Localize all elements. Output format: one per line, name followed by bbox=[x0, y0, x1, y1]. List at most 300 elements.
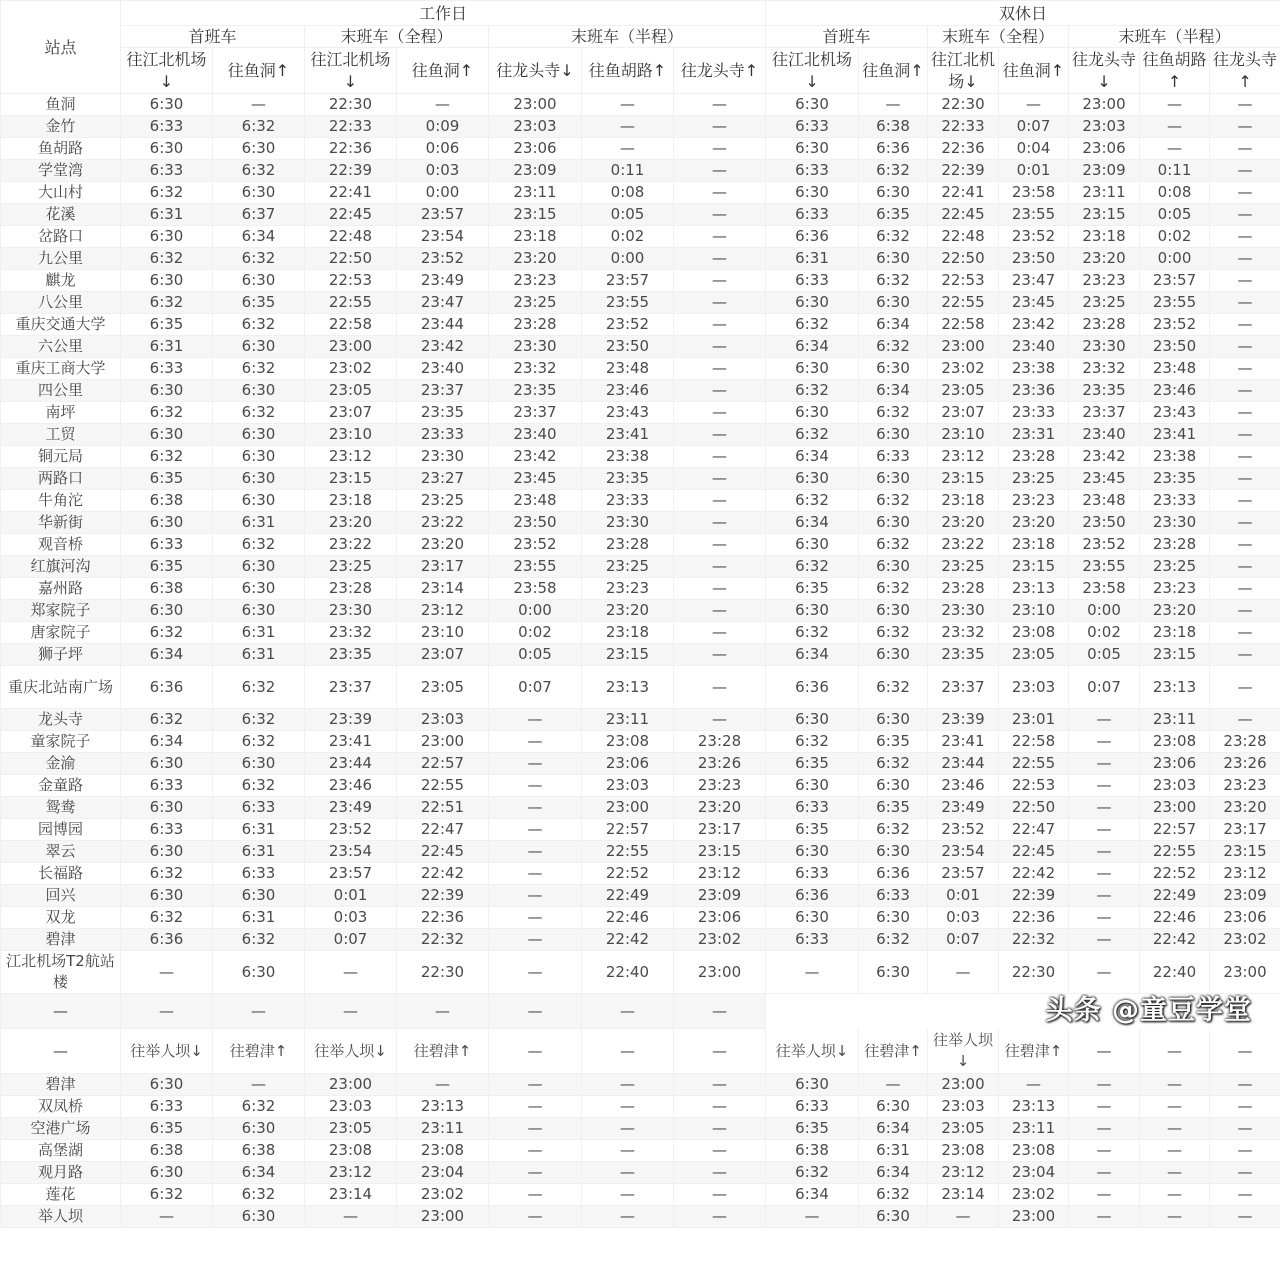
time-cell: — bbox=[674, 204, 766, 226]
time-cell: — bbox=[1069, 1074, 1140, 1096]
time-cell: — bbox=[999, 94, 1069, 116]
time-cell: 23:15 bbox=[1140, 644, 1210, 666]
time-cell: 23:13 bbox=[999, 578, 1069, 600]
time-cell: 6:33 bbox=[121, 775, 213, 797]
time-cell: 23:25 bbox=[305, 556, 397, 578]
time-cell: — bbox=[121, 951, 213, 994]
time-cell: 23:45 bbox=[489, 468, 582, 490]
time-cell: 6:32 bbox=[859, 819, 928, 841]
time-cell: 23:38 bbox=[999, 358, 1069, 380]
time-cell: 23:20 bbox=[582, 600, 674, 622]
time-cell: 23:14 bbox=[928, 1184, 999, 1206]
time-cell: 23:45 bbox=[1069, 468, 1140, 490]
time-cell: 23:37 bbox=[397, 380, 489, 402]
time-cell: — bbox=[489, 1029, 582, 1074]
time-cell: 23:35 bbox=[305, 644, 397, 666]
time-cell: 23:20 bbox=[674, 797, 766, 819]
table-row bbox=[1, 1096, 1280, 1118]
table-row bbox=[1, 270, 1280, 292]
time-cell: 23:00 bbox=[397, 731, 489, 753]
time-cell: 23:05 bbox=[928, 1118, 999, 1140]
time-cell: 23:28 bbox=[1210, 731, 1280, 753]
time-cell: 22:49 bbox=[1140, 885, 1210, 907]
time-cell: — bbox=[1210, 314, 1280, 336]
time-cell: 6:31 bbox=[213, 644, 305, 666]
time-cell: 23:18 bbox=[489, 226, 582, 248]
time-cell: 6:30 bbox=[121, 512, 213, 534]
time-cell: — bbox=[489, 1140, 582, 1162]
time-cell: 6:32 bbox=[213, 709, 305, 731]
time-cell: 往碧津↑ bbox=[213, 1029, 305, 1074]
time-cell: 23:17 bbox=[1210, 819, 1280, 841]
time-cell: — bbox=[1210, 380, 1280, 402]
station-name: 观月路 bbox=[1, 1162, 121, 1184]
station-name: 鸳鸯 bbox=[1, 797, 121, 819]
time-cell: 23:18 bbox=[999, 534, 1069, 556]
time-cell: 6:30 bbox=[766, 709, 859, 731]
time-cell: 23:01 bbox=[999, 709, 1069, 731]
time-cell: 23:22 bbox=[305, 534, 397, 556]
time-cell: 6:30 bbox=[766, 468, 859, 490]
time-cell: 23:23 bbox=[1140, 578, 1210, 600]
table-row bbox=[1, 534, 1280, 556]
time-cell: 6:33 bbox=[213, 863, 305, 885]
time-cell: 23:52 bbox=[489, 534, 582, 556]
time-cell: — bbox=[1210, 512, 1280, 534]
time-cell: 6:30 bbox=[213, 380, 305, 402]
time-cell: — bbox=[1210, 468, 1280, 490]
time-cell: 23:23 bbox=[999, 490, 1069, 512]
time-cell: — bbox=[582, 1184, 674, 1206]
workday-header: 工作日 bbox=[121, 1, 766, 26]
time-cell: — bbox=[1210, 94, 1280, 116]
time-cell: 23:00 bbox=[674, 951, 766, 994]
station-name: 麒龙 bbox=[1, 270, 121, 292]
time-cell: — bbox=[1140, 1029, 1210, 1074]
station-name: 童家院子 bbox=[1, 731, 121, 753]
time-cell: — bbox=[1069, 1029, 1140, 1074]
time-cell: — bbox=[1069, 731, 1140, 753]
time-cell: 往碧津↑ bbox=[397, 1029, 489, 1074]
time-cell: 23:32 bbox=[489, 358, 582, 380]
we-last-half-header: 末班车（半程） bbox=[1069, 26, 1280, 48]
time-cell: 23:46 bbox=[1140, 380, 1210, 402]
time-cell: — bbox=[1210, 578, 1280, 600]
time-cell: 6:38 bbox=[121, 490, 213, 512]
time-cell: 6:30 bbox=[859, 292, 928, 314]
time-cell: 0:02 bbox=[1140, 226, 1210, 248]
time-cell: 0:01 bbox=[928, 885, 999, 907]
time-cell: 23:02 bbox=[1210, 929, 1280, 951]
time-cell: — bbox=[1210, 402, 1280, 424]
time-cell: 6:32 bbox=[121, 182, 213, 204]
time-cell: — bbox=[1210, 248, 1280, 270]
time-cell: 6:30 bbox=[766, 358, 859, 380]
time-cell: 23:28 bbox=[1069, 314, 1140, 336]
time-cell: 23:25 bbox=[1140, 556, 1210, 578]
time-cell: 22:47 bbox=[999, 819, 1069, 841]
time-cell: — bbox=[582, 1162, 674, 1184]
time-cell: — bbox=[674, 160, 766, 182]
time-cell: 6:31 bbox=[766, 248, 859, 270]
time-cell: 23:20 bbox=[928, 512, 999, 534]
time-cell: — bbox=[1069, 1206, 1140, 1228]
table-row bbox=[1, 94, 1280, 116]
time-cell: 6:30 bbox=[859, 709, 928, 731]
time-cell: 23:20 bbox=[397, 534, 489, 556]
time-cell: 23:12 bbox=[928, 446, 999, 468]
wd-direction-header: 往鱼洞↑ bbox=[397, 48, 489, 94]
time-cell: 23:36 bbox=[999, 380, 1069, 402]
table-row bbox=[1, 600, 1280, 622]
station-name: 花溪 bbox=[1, 204, 121, 226]
time-cell: 0:03 bbox=[928, 907, 999, 929]
time-cell: — bbox=[489, 775, 582, 797]
table-row bbox=[1, 1074, 1280, 1096]
time-cell: 23:00 bbox=[397, 1206, 489, 1228]
time-cell: — bbox=[489, 951, 582, 994]
time-cell: 22:32 bbox=[999, 929, 1069, 951]
time-cell: 6:30 bbox=[859, 512, 928, 534]
table-row bbox=[1, 160, 1280, 182]
time-cell: — bbox=[674, 994, 766, 1029]
we-direction-header: 往龙头寺↓ bbox=[1069, 48, 1140, 94]
time-cell: 6:32 bbox=[213, 116, 305, 138]
time-cell: 23:20 bbox=[489, 248, 582, 270]
time-cell: — bbox=[397, 994, 489, 1029]
time-cell: 23:57 bbox=[928, 863, 999, 885]
time-cell: 6:35 bbox=[859, 731, 928, 753]
time-cell: — bbox=[489, 885, 582, 907]
time-cell: 23:58 bbox=[489, 578, 582, 600]
time-cell: 6:35 bbox=[766, 753, 859, 775]
time-cell: 6:32 bbox=[859, 490, 928, 512]
time-cell: 23:46 bbox=[928, 775, 999, 797]
time-cell: 6:34 bbox=[766, 446, 859, 468]
time-cell: — bbox=[674, 182, 766, 204]
time-cell: 23:28 bbox=[674, 731, 766, 753]
time-cell: 23:48 bbox=[582, 358, 674, 380]
time-cell: 23:08 bbox=[1140, 731, 1210, 753]
wd-last-full-header: 末班车（全程） bbox=[305, 26, 489, 48]
time-cell: 6:32 bbox=[859, 534, 928, 556]
time-cell: 6:32 bbox=[859, 336, 928, 358]
time-cell: 23:25 bbox=[489, 292, 582, 314]
time-cell: 22:55 bbox=[928, 292, 999, 314]
time-cell: 22:58 bbox=[999, 731, 1069, 753]
time-cell: — bbox=[674, 292, 766, 314]
time-cell: 6:31 bbox=[213, 819, 305, 841]
time-cell: 6:33 bbox=[766, 929, 859, 951]
time-cell: — bbox=[582, 138, 674, 160]
time-cell: 23:18 bbox=[305, 490, 397, 512]
time-cell: 22:41 bbox=[305, 182, 397, 204]
time-cell: 23:06 bbox=[582, 753, 674, 775]
time-cell: 6:31 bbox=[121, 336, 213, 358]
time-cell: — bbox=[674, 1096, 766, 1118]
station-name: 举人坝 bbox=[1, 1206, 121, 1228]
time-cell: 23:05 bbox=[305, 1118, 397, 1140]
time-cell: 6:33 bbox=[766, 863, 859, 885]
time-cell: 23:09 bbox=[1069, 160, 1140, 182]
time-cell: 6:36 bbox=[766, 666, 859, 709]
time-cell: — bbox=[766, 951, 859, 994]
time-cell: 6:32 bbox=[859, 402, 928, 424]
time-cell: 23:50 bbox=[489, 512, 582, 534]
time-cell: 6:35 bbox=[121, 1118, 213, 1140]
time-cell: 6:33 bbox=[121, 1096, 213, 1118]
time-cell: 6:30 bbox=[766, 94, 859, 116]
time-cell: 往举人坝↓ bbox=[121, 1029, 213, 1074]
time-cell: 0:07 bbox=[305, 929, 397, 951]
time-cell: 22:53 bbox=[928, 270, 999, 292]
time-cell: 23:22 bbox=[928, 534, 999, 556]
time-cell: 22:42 bbox=[1140, 929, 1210, 951]
time-cell: 6:30 bbox=[859, 600, 928, 622]
time-cell: 23:32 bbox=[928, 622, 999, 644]
time-cell: 23:30 bbox=[1069, 336, 1140, 358]
time-cell: 23:44 bbox=[305, 753, 397, 775]
table-row bbox=[1, 1162, 1280, 1184]
time-cell: 23:38 bbox=[582, 446, 674, 468]
time-cell: — bbox=[1069, 753, 1140, 775]
station-name: 回兴 bbox=[1, 885, 121, 907]
station-name: 园博园 bbox=[1, 819, 121, 841]
time-cell: 23:52 bbox=[999, 226, 1069, 248]
time-cell: 6:35 bbox=[766, 1118, 859, 1140]
time-cell: — bbox=[1069, 1118, 1140, 1140]
time-cell: 23:17 bbox=[674, 819, 766, 841]
time-cell: 23:08 bbox=[305, 1140, 397, 1162]
time-cell: 6:35 bbox=[121, 468, 213, 490]
time-cell: 23:41 bbox=[582, 424, 674, 446]
station-name: 翠云 bbox=[1, 841, 121, 863]
station-name: 学堂湾 bbox=[1, 160, 121, 182]
time-cell: 6:32 bbox=[859, 1184, 928, 1206]
time-cell: — bbox=[582, 116, 674, 138]
time-cell: — bbox=[1069, 929, 1140, 951]
time-cell: 6:35 bbox=[121, 556, 213, 578]
time-cell: 23:43 bbox=[1140, 402, 1210, 424]
wd-direction-header: 往江北机场↓ bbox=[305, 48, 397, 94]
time-cell: 6:31 bbox=[213, 622, 305, 644]
table-row bbox=[1, 358, 1280, 380]
time-cell: 22:53 bbox=[305, 270, 397, 292]
wd-first-train-header: 首班车 bbox=[121, 26, 305, 48]
time-cell: 6:32 bbox=[766, 490, 859, 512]
time-cell: — bbox=[674, 556, 766, 578]
time-cell: 0:02 bbox=[582, 226, 674, 248]
time-cell: 6:30 bbox=[766, 600, 859, 622]
time-cell: 23:42 bbox=[397, 336, 489, 358]
time-cell: 22:45 bbox=[305, 204, 397, 226]
time-cell: 6:30 bbox=[766, 841, 859, 863]
time-cell: 23:10 bbox=[397, 622, 489, 644]
time-cell: 23:33 bbox=[397, 424, 489, 446]
time-cell: — bbox=[305, 951, 397, 994]
time-cell: — bbox=[928, 951, 999, 994]
time-cell: 6:32 bbox=[121, 1184, 213, 1206]
time-cell: 6:38 bbox=[213, 1140, 305, 1162]
time-cell: 23:00 bbox=[582, 797, 674, 819]
time-cell: 23:48 bbox=[1140, 358, 1210, 380]
time-cell: 6:33 bbox=[766, 116, 859, 138]
time-cell: 23:39 bbox=[305, 709, 397, 731]
time-cell: 22:45 bbox=[999, 841, 1069, 863]
station-name: 工贸 bbox=[1, 424, 121, 446]
time-cell: 23:11 bbox=[999, 1118, 1069, 1140]
time-cell: — bbox=[674, 358, 766, 380]
time-cell: 22:46 bbox=[1140, 907, 1210, 929]
station-name: 莲花 bbox=[1, 1184, 121, 1206]
time-cell: 23:20 bbox=[1069, 248, 1140, 270]
time-cell: — bbox=[397, 1074, 489, 1096]
table-row bbox=[1, 644, 1280, 666]
time-cell: 23:06 bbox=[1140, 753, 1210, 775]
time-cell: 22:47 bbox=[397, 819, 489, 841]
time-cell: 6:32 bbox=[213, 248, 305, 270]
time-cell: — bbox=[674, 1184, 766, 1206]
table-row bbox=[1, 666, 1280, 709]
station-name: 重庆工商大学 bbox=[1, 358, 121, 380]
time-cell: 6:34 bbox=[766, 512, 859, 534]
time-cell: 23:47 bbox=[999, 270, 1069, 292]
station-name: 铜元局 bbox=[1, 446, 121, 468]
time-cell: 23:12 bbox=[305, 446, 397, 468]
station-name: 高堡湖 bbox=[1, 1140, 121, 1162]
time-cell: 23:07 bbox=[397, 644, 489, 666]
time-cell: 6:36 bbox=[766, 226, 859, 248]
time-cell: — bbox=[1210, 1074, 1280, 1096]
time-cell: 23:12 bbox=[928, 1162, 999, 1184]
station-name: 狮子坪 bbox=[1, 644, 121, 666]
time-cell: — bbox=[1069, 1140, 1140, 1162]
time-cell: — bbox=[489, 863, 582, 885]
time-cell: 23:35 bbox=[582, 468, 674, 490]
time-cell: 23:12 bbox=[674, 863, 766, 885]
time-cell: 23:12 bbox=[1210, 863, 1280, 885]
wd-direction-header: 往鱼胡路↑ bbox=[582, 48, 674, 94]
time-cell: 6:33 bbox=[121, 160, 213, 182]
time-cell: 22:42 bbox=[999, 863, 1069, 885]
table-row bbox=[1, 622, 1280, 644]
time-cell: — bbox=[1140, 1206, 1210, 1228]
time-cell: 6:32 bbox=[213, 160, 305, 182]
time-cell: — bbox=[674, 336, 766, 358]
time-cell: 23:23 bbox=[489, 270, 582, 292]
time-cell: 6:30 bbox=[121, 424, 213, 446]
time-cell: 23:52 bbox=[1140, 314, 1210, 336]
time-cell: 6:30 bbox=[213, 1118, 305, 1140]
time-cell: 22:57 bbox=[1140, 819, 1210, 841]
time-cell: — bbox=[674, 380, 766, 402]
time-cell: 6:34 bbox=[859, 314, 928, 336]
time-cell: 6:30 bbox=[213, 1206, 305, 1228]
time-cell: 23:48 bbox=[1069, 490, 1140, 512]
time-cell: 6:36 bbox=[121, 666, 213, 709]
time-cell: 23:05 bbox=[305, 380, 397, 402]
time-cell: 23:55 bbox=[1069, 556, 1140, 578]
station-name: 双凤桥 bbox=[1, 1096, 121, 1118]
time-cell: 23:00 bbox=[305, 1074, 397, 1096]
we-direction-header: 往龙头寺↑ bbox=[1210, 48, 1280, 94]
time-cell: — bbox=[674, 666, 766, 709]
time-cell: 23:57 bbox=[582, 270, 674, 292]
time-cell: 23:10 bbox=[928, 424, 999, 446]
station-name: 双龙 bbox=[1, 907, 121, 929]
time-cell: — bbox=[1069, 907, 1140, 929]
time-cell: 6:32 bbox=[859, 160, 928, 182]
time-cell: — bbox=[1210, 666, 1280, 709]
time-cell: — bbox=[121, 994, 213, 1029]
time-cell: — bbox=[489, 929, 582, 951]
time-cell: — bbox=[1140, 1096, 1210, 1118]
time-cell: 23:06 bbox=[674, 907, 766, 929]
time-cell: — bbox=[674, 534, 766, 556]
station-name: 两路口 bbox=[1, 468, 121, 490]
time-cell: 23:08 bbox=[999, 622, 1069, 644]
time-cell: 23:03 bbox=[582, 775, 674, 797]
time-cell: 6:35 bbox=[859, 797, 928, 819]
time-cell: 0:02 bbox=[489, 622, 582, 644]
time-cell: 22:58 bbox=[928, 314, 999, 336]
time-cell: 6:32 bbox=[121, 622, 213, 644]
time-cell: 23:40 bbox=[489, 424, 582, 446]
time-cell: 22:55 bbox=[397, 775, 489, 797]
time-cell: — bbox=[674, 226, 766, 248]
time-cell: 23:46 bbox=[305, 775, 397, 797]
time-cell: 22:55 bbox=[582, 841, 674, 863]
time-cell: 22:48 bbox=[928, 226, 999, 248]
time-cell: — bbox=[489, 1096, 582, 1118]
time-cell: — bbox=[1210, 622, 1280, 644]
time-cell: — bbox=[1069, 1096, 1140, 1118]
time-cell: 6:32 bbox=[213, 1184, 305, 1206]
time-cell: 0:08 bbox=[1140, 182, 1210, 204]
time-cell: 22:39 bbox=[999, 885, 1069, 907]
time-cell: 6:32 bbox=[121, 907, 213, 929]
time-cell: 6:32 bbox=[213, 534, 305, 556]
time-cell: 6:32 bbox=[766, 314, 859, 336]
time-cell: 23:15 bbox=[1069, 204, 1140, 226]
time-cell: — bbox=[1069, 709, 1140, 731]
time-cell: 6:30 bbox=[766, 402, 859, 424]
time-cell: 23:11 bbox=[1140, 709, 1210, 731]
time-cell: 23:14 bbox=[397, 578, 489, 600]
time-cell: 23:18 bbox=[1140, 622, 1210, 644]
time-cell: 22:48 bbox=[305, 226, 397, 248]
time-cell: 22:36 bbox=[999, 907, 1069, 929]
time-cell: — bbox=[859, 94, 928, 116]
time-cell: 22:30 bbox=[928, 94, 999, 116]
time-cell: 23:02 bbox=[305, 358, 397, 380]
time-cell: 23:00 bbox=[1069, 94, 1140, 116]
station-name: 郑家院子 bbox=[1, 600, 121, 622]
time-cell: 6:30 bbox=[859, 1096, 928, 1118]
time-cell: 23:32 bbox=[305, 622, 397, 644]
time-cell: 6:30 bbox=[121, 1074, 213, 1096]
time-cell: 23:44 bbox=[397, 314, 489, 336]
time-cell: 往碧津↑ bbox=[859, 1029, 928, 1074]
time-cell: 23:07 bbox=[928, 402, 999, 424]
time-cell: 23:11 bbox=[397, 1118, 489, 1140]
time-cell: 23:28 bbox=[1140, 534, 1210, 556]
time-cell: 23:03 bbox=[1069, 116, 1140, 138]
time-cell: 23:33 bbox=[582, 490, 674, 512]
time-cell: — bbox=[674, 1029, 766, 1074]
time-cell: — bbox=[489, 709, 582, 731]
time-cell: — bbox=[1210, 709, 1280, 731]
